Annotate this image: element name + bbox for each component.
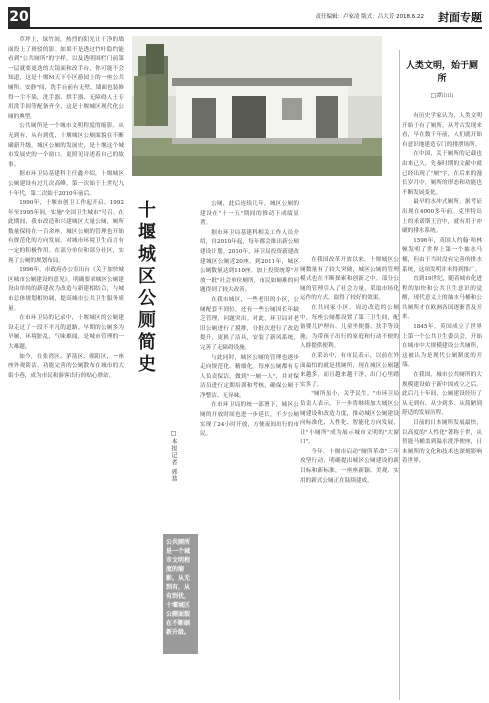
paragraph: 直到19世纪，随着城市化进程的加快和公共卫生意识的觉醒，现代意义上的抽水马桶和公共厕所才在欧洲各国逐渐普及开来。 [402, 276, 482, 321]
sidebar-column [402, 112, 482, 698]
paragraph: 有历史学家认为，人类文明开始于有了厕所。从考古发现来看，早在数千年前，人们就开始有意识地建造专门的排泄场所。 [402, 113, 482, 148]
article-title: 十堰城区公厕简史 [135, 200, 156, 376]
pull-quote: 公共厕所是一个城市文明程度的缩影。从无到有，从有到优，十堰城区公厕面貌在不断刷新升级。 [163, 534, 198, 654]
editor-meta: 责任编辑：卢家凌 版式：吕大芳 2018.6.22 [315, 14, 424, 20]
paragraph: 今年，十堰市启动"厕所革命"三年攻坚行动，明确提出城区公厕建设的新目标和新标准，一座座新颖、美观、实用的新式公厕正在陆续建成。 [300, 448, 399, 484]
paragraph: 在我市城区，一些老旧的小区，公厕配套不到位，还有一些公厕因长年缺乏管理，问题突出。对此，环卫局对老旧公厕进行了摸排，分批次进行了改造提升，更换了洁具，安装了新风系统，完善了无障碍设施。 [200, 296, 299, 351]
paragraph: 如今，在张湾区、茅箭区、郧阳区，一座座外观简洁、功能完善的公厕散布在城市的大街小巷，成为市民和游客出行的贴心驿站。 [8, 353, 124, 379]
sidebar-header [402, 58, 482, 99]
paragraph: 在我国改革开放以来，十堰城区公厕数量有了较大突破，城区公厕的管理模式也在不断探索和创新之中。部分公厕的管理引入了社会力量，采取市场化运作的方式，取得了较好的效果。 [300, 257, 399, 302]
toilet-photo [132, 36, 382, 176]
paragraph: 最早的水冲式厕所，据考证出现在4000多年前。克里特岛上的米诺斯王宫中，就有用于冲刷的排水系统。 [402, 199, 482, 235]
paragraph: 在共同家小区、周边改造的公厕中，每座公厕都设置了第三卫生间，配备婴儿护理台、儿童坐便器、扶手等设施，为带孩子出行的家庭和行动不便的人群提供便利。 [300, 304, 399, 350]
paragraph: 1990年，十堰市创卫工作起开启。1992年至1995年间，实施"全国卫生城市"号召。在此期间，我市改造和兴建城区大量公厕，厕所数量保持在一百余座，城区公厕的管理也开始有规范化的方向发展，对城市环境卫生而言有一定的积极作用。在部分单位和部分社区，实现了公厕的规划布局。 [8, 200, 124, 264]
page-header [8, 7, 482, 29]
paragraph: 在市环卫局的统一部署下，城区公厕的开放时间也进一步延长，不少公厕实现了24小时开放，方便夜间出行的市民。 [200, 402, 299, 438]
paragraph: 与此同时，城区公厕的管理也逐步走向规范化、精细化。每座公厕都有专人负责保洁，做到"一厕一人"，并对保洁员进行定期培训和考核，确保公厕干净整洁、无异味。 [200, 354, 299, 399]
paragraph: 目前的日本厕所发展最快，以高度的"人性化"著称于世，从智能马桶盖到温水洗净便座，日本厕所的文化和技术也深刻影响着世界。 [402, 420, 482, 465]
sidebar-title: 人类文明，始于厕所 [405, 61, 478, 84]
sidebar-author: □谭山山 [430, 93, 454, 99]
paragraph: 在市环卫局的记录中，十堰城区的公厕建设走过了一段不平凡的道路。早期的公厕多为旱厕，环境脏乱，气味难闻，是城市管理的一大难题。 [8, 315, 124, 350]
article-column-4 [300, 256, 399, 698]
article-column-1 [8, 36, 124, 698]
column-divider [399, 50, 400, 700]
paragraph: 公厕，此后连续几年，城区公厕的建设在"十一五"期间的推动下成绩显著。 [200, 201, 299, 227]
paragraph: 在我国，城市公共厕所的大规模建设始于新中国成立之后。此后几十年间，公厕建设经历了从无到有、从少到多、从简陋到舒适的发展历程。 [402, 372, 482, 417]
paragraph: 在采访中，有市民表示，以前在外面最怕的就是找厕所，现在城区公厕越来越多，而且越来越干净，出门心里踏实多了。 [300, 352, 399, 388]
paragraph: 草坪上，绿竹间，热烈的阳光让千净的墙面投上了斑驳的影。如果不是透过竹叶隐约能看到"公共厕所"的字样，以及透明围栏门前第一层就要更迭的大镜面和改手台，你可能不会知道，这是十堰M天下小区游园上的一座公共厕所。安静"间，洗手台前有无壁、墙面也装修得一尘不染，洗手器、烘手器、无障碍人士专用洗手间等配备齐全，这是十堰城区现代化公厕的典型。 [8, 37, 124, 120]
page-number: 20 [9, 9, 29, 25]
paragraph: 1996年，市政府办公室出台《关于加快城区城市公厕建设的意见》。明确要求城区公厕建设由单纯的新建改为改造与新建相结合，与城市总体规划相协调，提高城市公共卫生服务质量。 [8, 267, 124, 312]
paragraph: 1845年，英国成立了世界上第一个公共卫生委员会，开始在城市中大规模建设公共厕所，这被认为是现代公厕制度的开端。 [402, 324, 482, 369]
paragraph: 1596年，英国人约翰·哈林顿发明了世界上第一个抽水马桶，但由于当时没有完善的排水系统，这项发明并未得到推广。 [402, 237, 482, 273]
paragraph: "厕所虽小，关乎民生。"市环卫局负责人表示，下一步将继续加大城区公厕建设和改造力度，推动城区公厕建设向标准化、人性化、智能化方向发展，让"小厕所"成为展示城市文明的"大窗口"。 [300, 391, 399, 446]
paragraph: 据市环卫局基建科主任鑫介绍，十堰城区公厕建设有过几次高峰，第一次始于上世纪九十年代，第二次始于2010年前后。 [8, 171, 124, 197]
paragraph: 公共厕所是一个城市文明程度的缩影。从无到有，从有到优，十堰城区公厕面貌在不断刷新升级。城区公厕的发展史，是十堰这个城市发展史的一个窗口，更照见诗述着自己的故事。 [8, 123, 124, 168]
section-title: 封面专题 [438, 11, 482, 24]
paragraph: 据市环卫局基建科相关工作人员介绍，自2010年起，每年都会推出新公厕建设计划。2010年，环卫局投资新建改建城区公厕近20座，到2011年，城区公厕数量达到110座。加上投资统筹"开放一批"社会单位厕所，市民如厕难的问题得到了较大改善。 [200, 229, 299, 294]
article-column-3 [200, 200, 299, 698]
paragraph: 在中国，关于厕所的记载也由来已久。先秦时期的文献中就已经出现了"厕"字，在后来的漫长岁月中，厕所的形态和功能也不断发展变化。 [402, 151, 482, 196]
byline: □本报记者 郭恭 [170, 430, 177, 483]
